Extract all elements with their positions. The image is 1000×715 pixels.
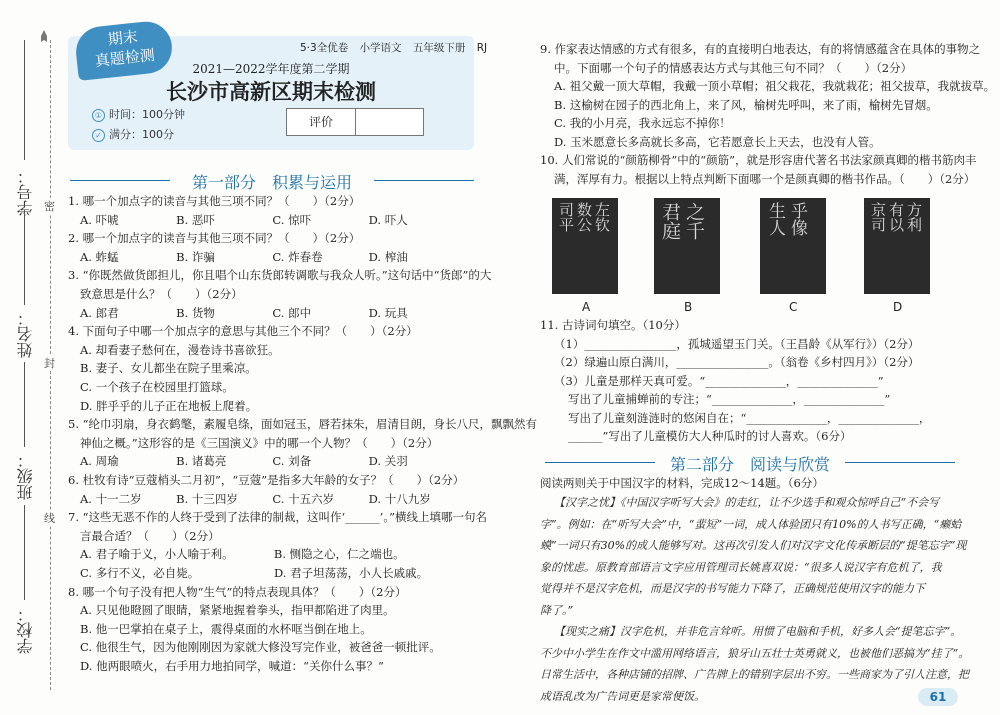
school-term: 2021—2022学年度第二学期 (192, 62, 350, 76)
right-lines2-line: （1）________________，孤城遥望玉门关。（王昌龄《从军行》）（2分） (554, 336, 920, 351)
reading-lines-line: 觉得并不是汉字危机，而是汉字的书写能力下降了，正确规范使用汉字的能力下 (540, 582, 925, 595)
calligraphy-image-a: 司平 数公 左钦 (552, 198, 618, 294)
reading-lines-line: 不少中小学生在作文中滥用网络语言，狼牙山五壮士英勇就义，也被他们恶搞为“挂了”。 (540, 646, 970, 660)
left-lines-line: A. 却看妻子愁何在，漫卷诗书喜欲狂。 (80, 342, 280, 357)
calligraphy-image-d: 京司 有以 方利 (864, 198, 930, 294)
class-label: 班级： (16, 452, 35, 500)
part1-title: 第一部分 积累与运用 (191, 173, 352, 192)
exam-time-text: 时间：100分钟 (109, 108, 185, 121)
reading-lines-line: 【汉字之忧】《中国汉字听写大会》的走红，让不少选手和观众惊呼自己“不会写 (554, 496, 940, 509)
reading-intro: 阅读两则关于中国汉字的材料，完成12～14题。（6分） (540, 476, 824, 490)
left-lines-line: A. 十一二岁 B. 十三四岁 C. 十五六岁 D. 十八九岁 (80, 491, 431, 506)
right-lines2-line: （2）绿遍山原白满川，________________。（翁卷《乡村四月》）（2分） (554, 355, 920, 369)
left-lines-line: C. 一个孩子在校园里打篮球。 (80, 380, 234, 394)
reading-lines-line: 象的忧虑。原教育部语言文字应用管理司长姚喜双说：“很多人说汉字有危机了，我 (540, 560, 942, 574)
left-lines-line: A. 吓唬 B. 恶吓 C. 惊吓 D. 吓人 (80, 212, 408, 227)
student-number-label: 学号： (16, 168, 35, 216)
exam-score (92, 126, 174, 142)
reading-lines-line: 降了。” (540, 603, 574, 617)
right-lines-line: B. 这榆树在园子的西北角上，来了风，榆树先呼叫，来了雨，榆树先冒烟。 (554, 97, 938, 112)
caption-b: B (684, 300, 693, 314)
cut-word-seal: 密 (44, 200, 55, 213)
heading-rule-right (374, 180, 474, 181)
right-lines-line: C. 我的小月亮，我永远忘不掉你！ (554, 116, 731, 130)
left-lines-line: 2. 哪一个加点字的读音与其他三项不同？（ ）（2分） (68, 231, 361, 246)
calligraphy-image-b: 君庭 之千 (654, 198, 720, 294)
right-lines-line: 9. 作家表达情感的方式有很多，有的直接明白地表达，有的将情感蕴含在具体的事物之 (540, 42, 981, 56)
left-lines-line: 6. 杜牧有诗“豆蔻梢头二月初”，“豆蔻”是指多大年龄的女子？（ ）（2分） (68, 473, 465, 487)
heading-rule-left (70, 180, 170, 181)
right-lines2-line: 写出了儿童捕蝉前的专注；“______________，______________” (568, 392, 891, 406)
right-lines2-line: 11. 古诗词句填空。（10分） (540, 318, 686, 332)
subject: 小学语文 (359, 42, 402, 54)
part2-heading (545, 452, 955, 475)
school-label: 学校： (16, 606, 35, 654)
edition: RJ (476, 42, 488, 54)
left-lines-line: 4. 下面句子中哪一个加点字的意思与其他三个不同？（ ）（2分） (68, 324, 418, 339)
part1-heading (70, 170, 474, 193)
left-lines-line: A. 君子喻于义，小人喻于利。 B. 恻隐之心，仁之端也。 (80, 547, 405, 562)
cut-word-envelope: 封 (44, 357, 55, 370)
right-lines2-line: （3）儿童是那样天真可爱。“______________，______________” (554, 373, 884, 388)
reading-lines-line: 蟆”一词只有30%的成人能够写对。这再次引发人们对汉字文化传承断层的“提笔忘字”现 (540, 539, 967, 552)
left-lines-line: 8. 哪一个句子没有把人物“生气”的特点表现具体？（ ）（2分） (68, 584, 407, 599)
cut-word-line: 线 (44, 512, 55, 525)
badge-line1: 期末 (106, 27, 139, 49)
reading-lines-line: 字”。例如：在“听写大会”中，“蜚短”一词，成人体验团只有10%的人书写正确，“癞蛤 (540, 517, 962, 531)
clock-icon: ① (92, 109, 105, 122)
left-lines-line: C. 多行不义，必自毙。 D. 君子坦荡荡，小人长戚戚。 (80, 566, 429, 580)
left-lines-line: C. 他很生气，因为他刚刚因为家就大修没写完作业，被爸爸一顿批评。 (80, 640, 441, 655)
heading2-rule-right (845, 462, 955, 463)
left-lines-line: A. 只见他瞪圆了眼睛，紧紧地握着拳头，指甲都陷进了肉里。 (80, 603, 395, 618)
reading-lines-line: 日常生活中，各种店铺的招牌、广告牌上的错别字层出不穷。一些商家为了引人注意，把 (540, 668, 969, 681)
page-number: 61 (918, 688, 958, 706)
left-lines-line: 言最合适？（ ）（2分） (80, 528, 220, 543)
grade: 五年级下册 (412, 42, 466, 54)
check-icon: ✓ (92, 129, 105, 142)
right-lines-line: D. 玉米愿意长多高就长多高，它若愿意长上天去，也没有人管。 (554, 134, 881, 149)
left-lines-line: B. 妻子、女儿都坐在院子里乘凉。 (80, 361, 257, 376)
left-lines-line: 3. “你既然做货郎担儿，你且唱个山东货郎转调歌与我众人听。”这句话中“货郎”的大 (68, 268, 492, 283)
left-lines-line: D. 他两眼喷火，右手用力地拍同学，喊道：“关你什么事？” (80, 659, 384, 673)
caption-a: A (582, 300, 591, 314)
left-lines-line: 致意思是什么？（ ）（2分） (80, 287, 243, 301)
left-lines-line: 神仙之概。”这形容的是《三国演义》中的哪一个人物？（ ）（2分） (80, 435, 439, 450)
student-name-line[interactable] (24, 210, 26, 305)
rocket-icon (40, 30, 48, 46)
exam-score-text: 满分：100分 (109, 128, 174, 141)
left-lines-line: A. 郎君 B. 货物 C. 郎中 D. 玩具 (80, 305, 408, 320)
exam-time (92, 106, 185, 122)
right-lines-line: 满，浑厚有力。根据以上特点判断下面哪一个是颜真卿的楷书作品。（ ）（2分） (554, 171, 976, 186)
reading-lines-line: 成语乱改为广告词更是家常便饭。 (540, 689, 705, 703)
left-lines-line: D. 胖乎乎的儿子正在地板上爬着。 (80, 398, 258, 413)
left-lines-line: A. 周瑜 B. 诸葛亮 C. 刘备 D. 关羽 (80, 454, 408, 469)
badge-line2: 真题检测 (94, 45, 156, 71)
evaluation-label: 评价 (287, 109, 356, 135)
caption-d: D (893, 300, 903, 314)
binding-margin (0, 0, 60, 715)
school-line[interactable] (24, 505, 26, 600)
heading2-rule-left (545, 462, 655, 463)
evaluation-box (286, 108, 424, 136)
calligraphy-image-c: 生人 乎像 (760, 198, 826, 294)
series-info (300, 40, 495, 55)
left-lines-line: B. 他一巴掌拍在桌子上，震得桌面的水杯哐当倒在地上。 (80, 621, 372, 636)
right-lines-line: 10. 人们常说的“颜筋柳骨”中的“颜筋”，就是形容唐代著名书法家颜真卿的楷书筋肉丰 (540, 153, 977, 167)
caption-c: C (789, 300, 798, 314)
right-lines-line: A. 祖父戴一顶大草帽，我戴一顶小草帽；祖父栽花，我就栽花；祖父拔草，我就拔草。 (554, 79, 996, 93)
right-lines2-line: 写出了儿童刻涟涟时的悠闲自在；“______________，______________， (568, 410, 931, 425)
class-line[interactable] (24, 362, 26, 447)
student-name-label: 姓名： (16, 310, 35, 358)
right-lines2-line: ______”写出了儿童模仿大人种瓜时的讨人喜欢。（6分） (568, 429, 852, 443)
reading-lines-line: 【现实之痛】汉字危机，并非危言耸听。用惯了电脑和手机，好多人会“提笔忘字”。 (554, 625, 962, 638)
left-lines-line: 1. 哪一个加点字的读音与其他三项不同？（ ）（2分） (68, 194, 361, 208)
right-lines-line: 中。下面哪一个句子的情感表达方式与其他三句不同？（ ）（2分） (554, 60, 913, 75)
left-lines-line: 7. “这些无恶不作的人终于受到了法律的制裁，这叫作‘______’。”横线上填哪一句名 (68, 510, 487, 525)
series-name: 5·3全优卷 (300, 42, 349, 54)
exam-title: 长沙市高新区期末检测 (166, 80, 376, 104)
left-lines-line: 5. “纶巾羽扇，身衣鹤氅，素履皂绦，面如冠玉，唇若抹朱，眉清目朗，身长八尺，飘飘然有 (68, 417, 538, 432)
evaluation-field[interactable] (356, 109, 423, 135)
left-lines-line: A. 蚱蜢 B. 诈骗 C. 炸春卷 D. 榨油 (80, 249, 408, 264)
part2-title: 第二部分 阅读与欣赏 (669, 455, 830, 474)
